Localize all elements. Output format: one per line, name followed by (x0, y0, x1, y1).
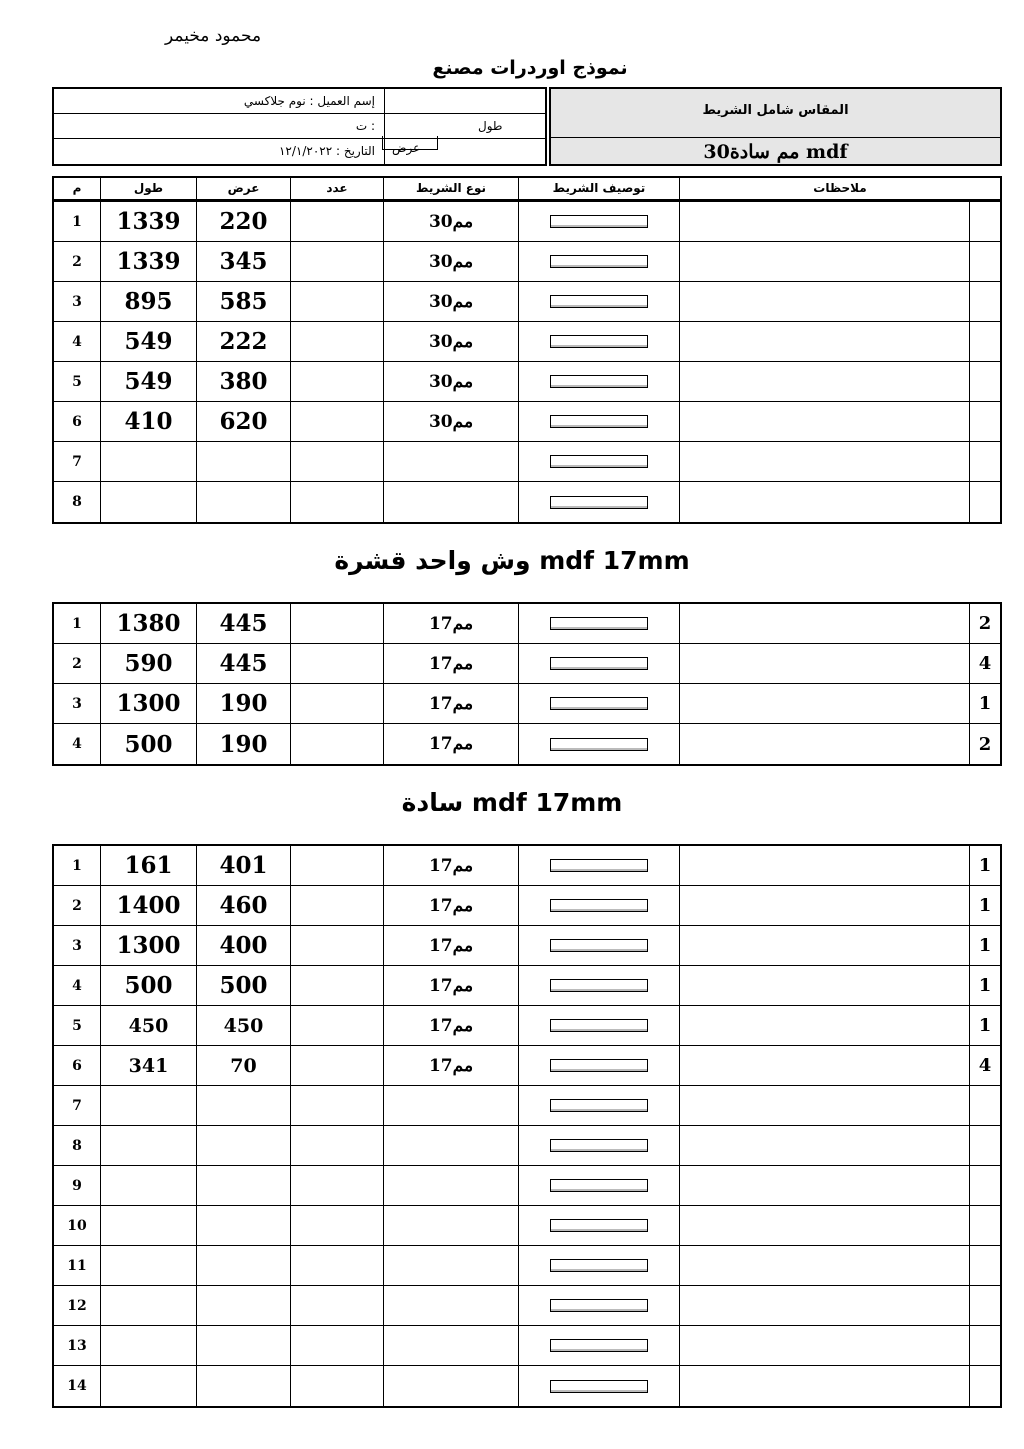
col-m: م (72, 181, 82, 195)
length-cell (100, 1126, 196, 1165)
order-date: التاريخ : ١٢/١/٢٠٢٢ (278, 144, 375, 158)
tape-desc-cell (518, 724, 679, 764)
tape-edge-diagram (550, 1299, 648, 1312)
length-cell (100, 1326, 196, 1365)
tape-type-cell: 17مم (383, 724, 518, 764)
row-number: 1 (72, 857, 82, 874)
tape-desc-cell (518, 846, 679, 885)
tape-type-cell: 17مم (383, 966, 518, 1005)
quantity-cell (969, 442, 1000, 481)
length-cell: 1339 (100, 202, 196, 241)
tape-edge-diagram (550, 1139, 648, 1152)
quantity-cell: 1 (969, 684, 1000, 723)
length-cell: 895 (100, 282, 196, 321)
count-cell (290, 1246, 383, 1285)
row-number: 4 (72, 736, 82, 752)
quantity-cell (969, 402, 1000, 441)
row-number: 9 (72, 1177, 82, 1194)
tape-type-cell (383, 442, 518, 481)
tape-edge-diagram (550, 215, 648, 228)
tape-type-cell (383, 482, 518, 522)
width-cell (196, 442, 290, 481)
width-cell (196, 1086, 290, 1125)
table-row (54, 1246, 1000, 1286)
tape-edge-diagram (550, 1099, 648, 1112)
table-row (54, 1086, 1000, 1126)
count-cell (290, 886, 383, 925)
table-row (54, 1126, 1000, 1166)
tape-edge-diagram (550, 255, 648, 268)
tape-edge-diagram (550, 375, 648, 388)
notes-cell (679, 1126, 969, 1165)
count-cell (290, 1006, 383, 1045)
tape-type-cell: 17مم (383, 846, 518, 885)
tape-type-cell: 30مم (383, 322, 518, 361)
table-row (54, 202, 1000, 242)
tape-desc-cell (518, 966, 679, 1005)
tape-type-cell (383, 1366, 518, 1406)
tape-desc-cell (518, 322, 679, 361)
quantity-cell: 4 (969, 1046, 1000, 1085)
tape-edge-diagram (550, 1019, 648, 1032)
table-row (54, 886, 1000, 926)
notes-cell (679, 242, 969, 281)
tape-desc-cell (518, 926, 679, 965)
col-length: طول (100, 178, 196, 199)
table-row (54, 442, 1000, 482)
notes-cell (679, 846, 969, 885)
notes-cell (679, 362, 969, 401)
quantity-cell: 1 (969, 966, 1000, 1005)
length-cell: 341 (100, 1046, 196, 1085)
count-cell (290, 442, 383, 481)
count-cell (290, 1286, 383, 1325)
table-row (54, 482, 1000, 522)
table-row (54, 1366, 1000, 1406)
quantity-cell (969, 322, 1000, 361)
notes-cell (679, 1366, 969, 1406)
count-cell (290, 684, 383, 723)
tape-desc-cell (518, 1086, 679, 1125)
row-number: 7 (72, 1097, 82, 1114)
width-cell (196, 1206, 290, 1245)
quantity-cell (969, 242, 1000, 281)
count-cell (290, 1086, 383, 1125)
tape-type-cell: 17مم (383, 604, 518, 643)
table-row (54, 282, 1000, 322)
notes-cell (679, 402, 969, 441)
count-cell (290, 846, 383, 885)
col-tape-type: نوع الشريط (383, 178, 518, 199)
phone-field: ت : (355, 119, 375, 133)
row-number: 2 (72, 253, 82, 270)
length-cell: 450 (100, 1006, 196, 1045)
notes-cell (679, 1246, 969, 1285)
count-cell (290, 482, 383, 522)
notes-cell (679, 1166, 969, 1205)
tape-desc-cell (518, 1006, 679, 1045)
tape-edge-diagram (550, 939, 648, 952)
length-cell (100, 1366, 196, 1406)
tape-type-cell: 30مم (383, 282, 518, 321)
row-number: 3 (72, 293, 82, 310)
row-number: 6 (72, 1057, 82, 1074)
length-cell (100, 1206, 196, 1245)
row-number: 2 (72, 655, 82, 672)
count-cell (290, 926, 383, 965)
count-cell (290, 1366, 383, 1406)
row-number: 6 (72, 413, 82, 430)
width-cell: 220 (196, 202, 290, 241)
tape-type-cell: 17مم (383, 644, 518, 683)
notes-cell (679, 966, 969, 1005)
quantity-cell: 1 (969, 846, 1000, 885)
quantity-cell: 2 (969, 604, 1000, 643)
tape-type-cell (383, 1206, 518, 1245)
tape-edge-diagram (550, 455, 648, 468)
table-veneer (52, 602, 1002, 766)
count-cell (290, 242, 383, 281)
width-cell: 445 (196, 604, 290, 643)
table-row (54, 242, 1000, 282)
tape-desc-cell (518, 402, 679, 441)
table-row (54, 1206, 1000, 1246)
col-tape-desc: توصيف الشريط (518, 178, 679, 199)
width-cell: 500 (196, 966, 290, 1005)
table-row (54, 644, 1000, 684)
table-plain (52, 844, 1002, 1408)
width-cell: 400 (196, 926, 290, 965)
width-cell (196, 1166, 290, 1205)
length-cell: 410 (100, 402, 196, 441)
row-number: 14 (67, 1378, 87, 1394)
table-row (54, 322, 1000, 362)
tape-type-cell: 17مم (383, 886, 518, 925)
tape-desc-cell (518, 282, 679, 321)
notes-cell (679, 202, 969, 241)
notes-cell (679, 1206, 969, 1245)
length-cell: 549 (100, 322, 196, 361)
tape-desc-cell (518, 482, 679, 522)
tape-desc-cell (518, 1046, 679, 1085)
notes-cell (679, 1086, 969, 1125)
width-cell (196, 1246, 290, 1285)
tape-edge-diagram (550, 617, 648, 630)
width-cell (196, 1366, 290, 1406)
quantity-cell (969, 1086, 1000, 1125)
table-row (54, 402, 1000, 442)
author-name: محمود مخيمر (165, 26, 262, 46)
table-row (54, 1006, 1000, 1046)
tape-desc-cell (518, 1366, 679, 1406)
row-number: 5 (72, 373, 82, 390)
material-box (549, 87, 1002, 166)
row-number: 3 (72, 937, 82, 954)
size-note: المقاس شامل الشريط (702, 103, 849, 118)
quantity-cell (969, 1126, 1000, 1165)
length-cell: 1300 (100, 684, 196, 723)
quantity-cell: 4 (969, 644, 1000, 683)
width-cell: 450 (196, 1006, 290, 1045)
notes-cell (679, 482, 969, 522)
notes-cell (679, 1046, 969, 1085)
tape-edge-diagram (550, 1339, 648, 1352)
tape-edge-diagram (550, 335, 648, 348)
width-cell (196, 1286, 290, 1325)
quantity-cell (969, 1246, 1000, 1285)
length-cell (100, 1086, 196, 1125)
width-cell: 190 (196, 724, 290, 764)
width-cell: 345 (196, 242, 290, 281)
tape-desc-cell (518, 886, 679, 925)
tape-desc-cell (518, 362, 679, 401)
length-label: طول (478, 119, 503, 133)
tape-type-cell (383, 1246, 518, 1285)
tape-edge-diagram (550, 859, 648, 872)
length-cell: 590 (100, 644, 196, 683)
count-cell (290, 604, 383, 643)
width-cell (196, 1126, 290, 1165)
row-number: 4 (72, 333, 82, 350)
count-cell (290, 322, 383, 361)
notes-cell (679, 886, 969, 925)
section-title-veneer: وش واحد قشرة mdf 17mm (334, 546, 690, 575)
row-number: 5 (72, 1017, 82, 1034)
row-number: 8 (72, 494, 82, 510)
tape-desc-cell (518, 1286, 679, 1325)
tape-edge-diagram (550, 738, 648, 751)
quantity-cell: 2 (969, 724, 1000, 764)
count-cell (290, 1126, 383, 1165)
tape-desc-cell (518, 442, 679, 481)
count-cell (290, 1046, 383, 1085)
length-cell (100, 442, 196, 481)
tape-type-cell (383, 1086, 518, 1125)
tape-edge-diagram (550, 1219, 648, 1232)
tape-edge-diagram (550, 295, 648, 308)
length-cell (100, 1286, 196, 1325)
table-row (54, 1166, 1000, 1206)
dimension-diagram (382, 136, 438, 150)
row-number: 8 (72, 1137, 82, 1154)
section-title-plain: سادة mdf 17mm (401, 788, 623, 817)
row-number: 4 (72, 977, 82, 994)
column-headers (52, 176, 1002, 200)
row-number: 3 (72, 695, 82, 712)
count-cell (290, 362, 383, 401)
width-cell: 380 (196, 362, 290, 401)
tape-type-cell: 17مم (383, 684, 518, 723)
quantity-cell (969, 1326, 1000, 1365)
length-cell (100, 1166, 196, 1205)
tape-type-cell: 17مم (383, 926, 518, 965)
count-cell (290, 402, 383, 441)
table-row (54, 966, 1000, 1006)
table-row (54, 846, 1000, 886)
tape-edge-diagram (550, 697, 648, 710)
row-number: 12 (67, 1297, 87, 1314)
tape-edge-diagram (550, 1259, 648, 1272)
count-cell (290, 1166, 383, 1205)
width-cell: 585 (196, 282, 290, 321)
notes-cell (679, 644, 969, 683)
material-name: 30مم سادة mdf (703, 141, 848, 163)
width-cell: 222 (196, 322, 290, 361)
quantity-cell (969, 282, 1000, 321)
row-number: 1 (72, 213, 82, 230)
length-cell: 549 (100, 362, 196, 401)
tape-edge-diagram (550, 415, 648, 428)
tape-desc-cell (518, 1166, 679, 1205)
notes-cell (679, 684, 969, 723)
table-30mm (52, 200, 1002, 524)
quantity-cell (969, 482, 1000, 522)
width-cell: 460 (196, 886, 290, 925)
count-cell (290, 1326, 383, 1365)
table-row (54, 1286, 1000, 1326)
count-cell (290, 644, 383, 683)
tape-type-cell: 17مم (383, 1046, 518, 1085)
customer-info-box (52, 87, 547, 166)
tape-desc-cell (518, 242, 679, 281)
tape-edge-diagram (550, 657, 648, 670)
tape-edge-diagram (550, 496, 648, 509)
quantity-cell: 1 (969, 886, 1000, 925)
quantity-cell (969, 1366, 1000, 1406)
count-cell (290, 282, 383, 321)
col-count: عدد (290, 178, 383, 199)
order-header (52, 87, 1002, 166)
notes-cell (679, 604, 969, 643)
tape-type-cell: 30مم (383, 242, 518, 281)
customer-name: إسم العميل : نوم جلاكسي (243, 94, 375, 108)
length-cell: 500 (100, 724, 196, 764)
width-cell: 445 (196, 644, 290, 683)
row-number: 2 (72, 897, 82, 914)
length-cell: 500 (100, 966, 196, 1005)
table-row (54, 684, 1000, 724)
length-cell: 161 (100, 846, 196, 885)
length-cell (100, 482, 196, 522)
tape-type-cell (383, 1326, 518, 1365)
table-row (54, 1326, 1000, 1366)
quantity-cell: 1 (969, 926, 1000, 965)
table-row (54, 604, 1000, 644)
tape-edge-diagram (550, 1179, 648, 1192)
table-row (54, 926, 1000, 966)
width-cell: 401 (196, 846, 290, 885)
tape-type-cell: 30مم (383, 202, 518, 241)
tape-type-cell (383, 1166, 518, 1205)
tape-edge-diagram (550, 899, 648, 912)
table-row (54, 1046, 1000, 1086)
notes-cell (679, 1286, 969, 1325)
width-cell: 190 (196, 684, 290, 723)
notes-cell (679, 322, 969, 361)
tape-type-cell: 30مم (383, 362, 518, 401)
tape-desc-cell (518, 684, 679, 723)
length-cell: 1400 (100, 886, 196, 925)
notes-cell (679, 442, 969, 481)
count-cell (290, 202, 383, 241)
col-width: عرض (196, 178, 290, 199)
tape-desc-cell (518, 604, 679, 643)
notes-cell (679, 724, 969, 764)
notes-cell (679, 926, 969, 965)
quantity-cell: 1 (969, 1006, 1000, 1045)
length-cell (100, 1246, 196, 1285)
col-notes: ملاحظات (679, 178, 1000, 199)
tape-desc-cell (518, 644, 679, 683)
tape-desc-cell (518, 1206, 679, 1245)
tape-edge-diagram (550, 1380, 648, 1393)
tape-desc-cell (518, 202, 679, 241)
tape-type-cell: 30مم (383, 402, 518, 441)
width-cell: 620 (196, 402, 290, 441)
tape-type-cell (383, 1126, 518, 1165)
quantity-cell (969, 1166, 1000, 1205)
row-number: 11 (67, 1257, 87, 1274)
quantity-cell (969, 362, 1000, 401)
table-row (54, 724, 1000, 764)
tape-desc-cell (518, 1126, 679, 1165)
length-cell: 1339 (100, 242, 196, 281)
tape-type-cell: 17مم (383, 1006, 518, 1045)
count-cell (290, 966, 383, 1005)
count-cell (290, 1206, 383, 1245)
width-cell (196, 1326, 290, 1365)
quantity-cell (969, 1286, 1000, 1325)
notes-cell (679, 282, 969, 321)
quantity-cell (969, 202, 1000, 241)
notes-cell (679, 1326, 969, 1365)
length-cell: 1380 (100, 604, 196, 643)
quantity-cell (969, 1206, 1000, 1245)
row-number: 7 (72, 453, 82, 470)
tape-edge-diagram (550, 979, 648, 992)
width-cell (196, 482, 290, 522)
form-title: نموذج اوردرات مصنع (432, 57, 628, 79)
notes-cell (679, 1006, 969, 1045)
length-cell: 1300 (100, 926, 196, 965)
tape-edge-diagram (550, 1059, 648, 1072)
tape-type-cell (383, 1286, 518, 1325)
table-row (54, 362, 1000, 402)
width-cell: 70 (196, 1046, 290, 1085)
count-cell (290, 724, 383, 764)
row-number: 13 (67, 1337, 87, 1354)
row-number: 1 (72, 615, 82, 632)
tape-desc-cell (518, 1326, 679, 1365)
row-number: 10 (67, 1217, 87, 1234)
tape-desc-cell (518, 1246, 679, 1285)
width-label: عرض (392, 141, 421, 155)
